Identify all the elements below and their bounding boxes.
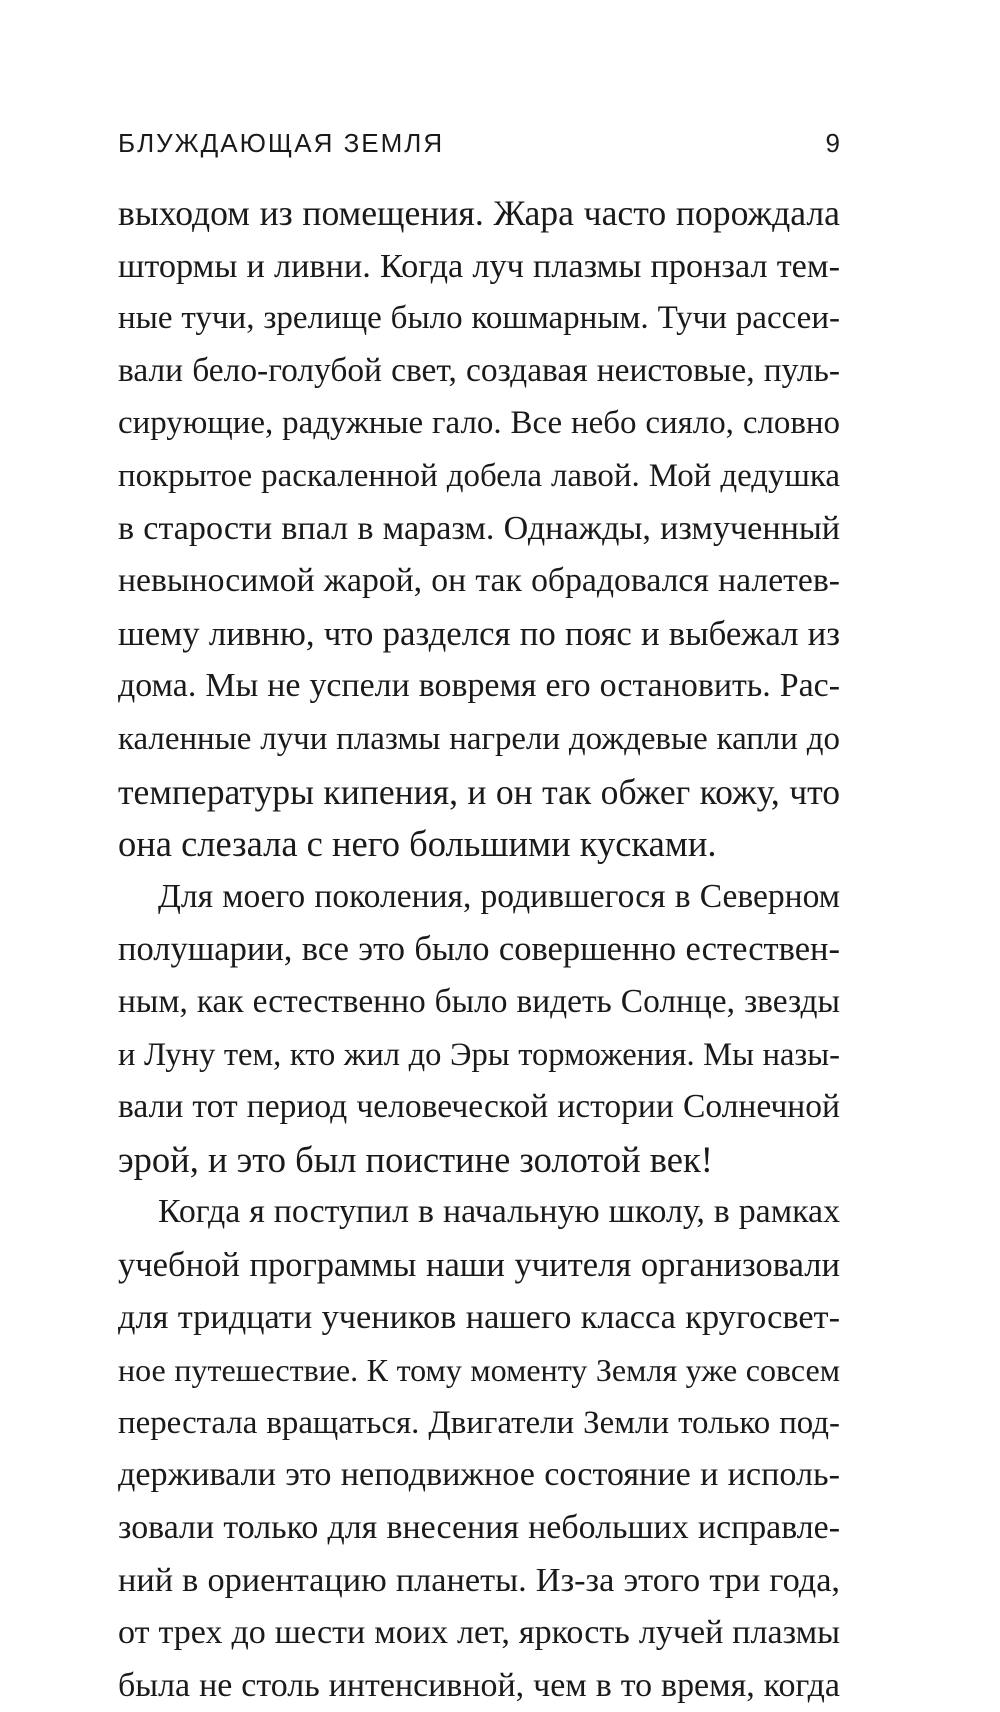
text-line: для тридцати учеников нашего класса кругосвет- [118, 1298, 840, 1337]
text-line: шему ливню, что разделся по пояс и выбежал из [118, 613, 840, 653]
text-line: температуры кипения, и он так обжег кожу, что [118, 771, 840, 812]
text-line: она слезала с него большими кусками. [118, 823, 717, 865]
text-line: была не столь интенсивной, чем в то время, когда [118, 1666, 840, 1704]
text-line: Когда я поступил в начальную школу, в рамках [158, 1193, 840, 1231]
text-line: штормы и ливни. Когда луч плазмы пронзал тем- [118, 246, 840, 285]
text-line: ний в ориентацию планеты. Из-за этого три года, [118, 1561, 840, 1600]
text-line: зовали только для внесения небольших исправле- [118, 1508, 840, 1546]
text-line: держивали это неподвижное состояние и исполь- [118, 1456, 840, 1494]
text-line: невыносимой жарой, он так обрадовался налетев- [118, 562, 840, 600]
text-line: покрытое раскаленной добела лавой. Мой дедушка [118, 457, 840, 494]
paragraph-1 [118, 187, 840, 871]
text-line: сирующие, радужные гало. Все небо сияло, словно [118, 405, 840, 442]
paragraph-2 [118, 871, 840, 1187]
text-line: эрой, и это был поистине золотой век! [118, 1138, 713, 1180]
running-title: БЛУЖДАЮЩАЯ ЗЕМЛЯ [118, 128, 445, 158]
text-line: учебной программы наши учителя организовали [118, 1245, 840, 1284]
text-line: полушарии, все это было совершенно естествен- [118, 930, 840, 969]
text-line: вали тот период человеческой истории Солнечной [118, 1088, 840, 1126]
text-line: вали бело-голубой свет, создавая неистовые, пуль- [118, 351, 840, 389]
text-line: дома. Мы не успели вовремя его остановить. Рас- [118, 667, 840, 705]
paragraph-3 [118, 1186, 840, 1712]
page-number: 9 [825, 128, 840, 158]
body-text [118, 187, 840, 1712]
running-header [118, 128, 840, 164]
book-page [118, 0, 840, 1704]
text-line: Для моего поколения, родившегося в Северном [158, 877, 840, 915]
text-line: от трех до шести моих лет, яркость лучей плазмы [118, 1614, 840, 1652]
text-line: ное путешествие. К тому моменту Земля уже совсем [118, 1352, 840, 1389]
text-line: перестала вращаться. Двигатели Земли только под- [118, 1404, 840, 1441]
text-line: ным, как естественно было видеть Солнце, звезды [118, 982, 840, 1020]
text-line: выходом из помещения. Жара часто порождала [118, 193, 840, 233]
text-line: и Луну тем, кто жил до Эры торможения. Мы назы- [118, 1036, 840, 1073]
text-line: в старости впал в маразм. Однажды, измученный [118, 509, 840, 547]
text-line: ные тучи, зрелище было кошмарным. Тучи рассеи- [118, 300, 840, 337]
text-line: каленные лучи плазмы нагрели дождевые капли до [118, 720, 840, 757]
